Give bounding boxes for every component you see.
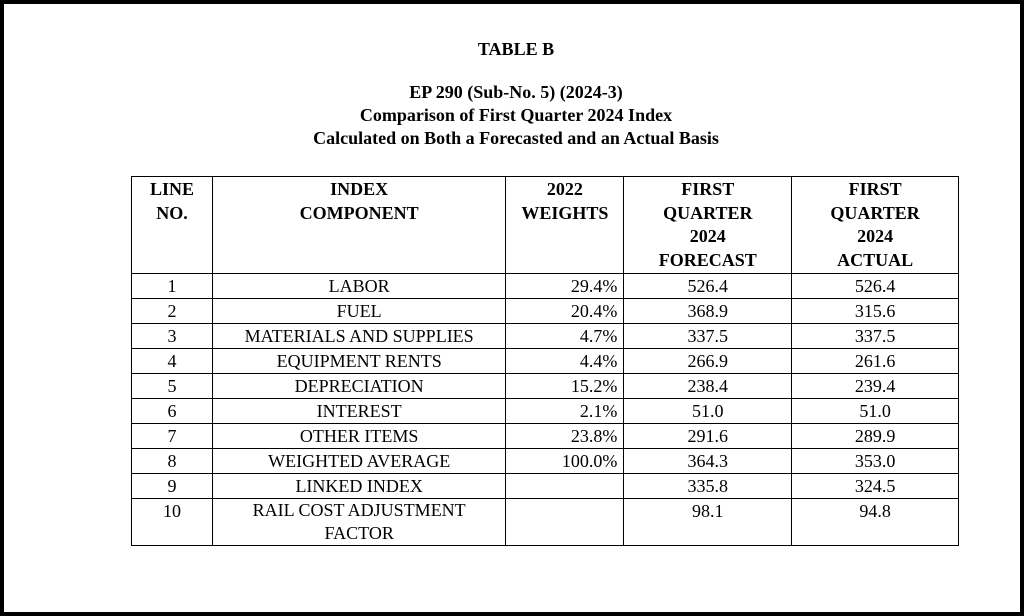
index-component-line-1: RAIL COST ADJUSTMENT bbox=[252, 500, 466, 520]
index-component: LINKED INDEX bbox=[212, 474, 506, 499]
actual-value: 239.4 bbox=[792, 374, 959, 399]
index-comparison-table bbox=[131, 176, 959, 546]
actual-value: 337.5 bbox=[792, 324, 959, 349]
index-component: EQUIPMENT RENTS bbox=[212, 349, 506, 374]
weight-value: 23.8% bbox=[506, 424, 624, 449]
header-forecast-text-3: 2024 bbox=[689, 226, 726, 246]
line-number: 2 bbox=[132, 299, 213, 324]
line-number: 4 bbox=[132, 349, 213, 374]
forecast-value: 291.6 bbox=[624, 424, 792, 449]
table-row bbox=[132, 374, 959, 399]
weight-value: 2.1% bbox=[506, 399, 624, 424]
header-component-text-1: INDEX bbox=[330, 179, 389, 199]
index-component: WEIGHTED AVERAGE bbox=[212, 449, 506, 474]
line-number: 6 bbox=[132, 399, 213, 424]
actual-value: 51.0 bbox=[792, 399, 959, 424]
index-component-line-2: FACTOR bbox=[324, 523, 394, 543]
forecast-value: 238.4 bbox=[624, 374, 792, 399]
index-component: DEPRECIATION bbox=[212, 374, 506, 399]
table-header-row bbox=[132, 177, 959, 274]
docket-number: EP 290 (Sub-No. 5) (2024-3) bbox=[409, 82, 623, 102]
index-component: FUEL bbox=[212, 299, 506, 324]
index-component: INTEREST bbox=[212, 399, 506, 424]
header-index-component bbox=[212, 177, 506, 274]
actual-value: 261.6 bbox=[792, 349, 959, 374]
header-actual-text-1: FIRST bbox=[848, 179, 902, 199]
header-weights-text-2: WEIGHTS bbox=[521, 202, 609, 223]
weight-value: 4.7% bbox=[506, 324, 624, 349]
line-number: 1 bbox=[132, 274, 213, 299]
table-title: TABLE B bbox=[477, 39, 555, 59]
weight-value: 4.4% bbox=[506, 349, 624, 374]
header-forecast-text-2: QUARTER bbox=[663, 202, 753, 223]
actual-value: 526.4 bbox=[792, 274, 959, 299]
index-component bbox=[212, 499, 506, 546]
table-row bbox=[132, 449, 959, 474]
line-number: 10 bbox=[132, 499, 213, 546]
table-row bbox=[132, 274, 959, 299]
header-line-no bbox=[132, 177, 213, 274]
forecast-value: 98.1 bbox=[624, 499, 792, 546]
table-row bbox=[132, 499, 959, 546]
table-row bbox=[132, 324, 959, 349]
actual-value: 289.9 bbox=[792, 424, 959, 449]
line-number: 3 bbox=[132, 324, 213, 349]
table-row bbox=[132, 349, 959, 374]
actual-value: 324.5 bbox=[792, 474, 959, 499]
header-actual-text-2: QUARTER bbox=[830, 202, 920, 223]
header-forecast bbox=[624, 177, 792, 274]
weight-value bbox=[506, 499, 624, 546]
line-number: 5 bbox=[132, 374, 213, 399]
weight-value: 15.2% bbox=[506, 374, 624, 399]
weight-value: 29.4% bbox=[506, 274, 624, 299]
index-component: MATERIALS AND SUPPLIES bbox=[212, 324, 506, 349]
table-subtitle-basis: Calculated on Both a Forecasted and an Actual Basis bbox=[313, 128, 719, 148]
forecast-value: 526.4 bbox=[624, 274, 792, 299]
forecast-value: 335.8 bbox=[624, 474, 792, 499]
table-row bbox=[132, 399, 959, 424]
weight-value: 20.4% bbox=[506, 299, 624, 324]
weight-value bbox=[506, 474, 624, 499]
header-weights bbox=[506, 177, 624, 274]
forecast-value: 51.0 bbox=[624, 399, 792, 424]
header-weights-text-1: 2022 bbox=[546, 179, 583, 199]
forecast-value: 266.9 bbox=[624, 349, 792, 374]
forecast-value: 364.3 bbox=[624, 449, 792, 474]
actual-value: 94.8 bbox=[792, 499, 959, 546]
header-actual-text-3: 2024 bbox=[857, 226, 894, 246]
forecast-value: 337.5 bbox=[624, 324, 792, 349]
index-component: OTHER ITEMS bbox=[212, 424, 506, 449]
weight-value: 100.0% bbox=[506, 449, 624, 474]
line-number: 7 bbox=[132, 424, 213, 449]
table-row bbox=[132, 299, 959, 324]
header-forecast-text-1: FIRST bbox=[681, 179, 735, 199]
header-line-no-text-1: LINE bbox=[149, 179, 194, 199]
actual-value: 353.0 bbox=[792, 449, 959, 474]
line-number: 8 bbox=[132, 449, 213, 474]
line-number: 9 bbox=[132, 474, 213, 499]
table-row bbox=[132, 474, 959, 499]
header-actual-text-4: ACTUAL bbox=[837, 249, 914, 270]
header-component-text-2: COMPONENT bbox=[299, 202, 419, 223]
header-actual bbox=[792, 177, 959, 274]
header-forecast-text-4: FORECAST bbox=[658, 249, 757, 270]
forecast-value: 368.9 bbox=[624, 299, 792, 324]
table-subtitle: Comparison of First Quarter 2024 Index bbox=[359, 105, 673, 125]
index-component: LABOR bbox=[212, 274, 506, 299]
header-line-no-text-2: NO. bbox=[156, 202, 188, 223]
table-row bbox=[132, 424, 959, 449]
actual-value: 315.6 bbox=[792, 299, 959, 324]
